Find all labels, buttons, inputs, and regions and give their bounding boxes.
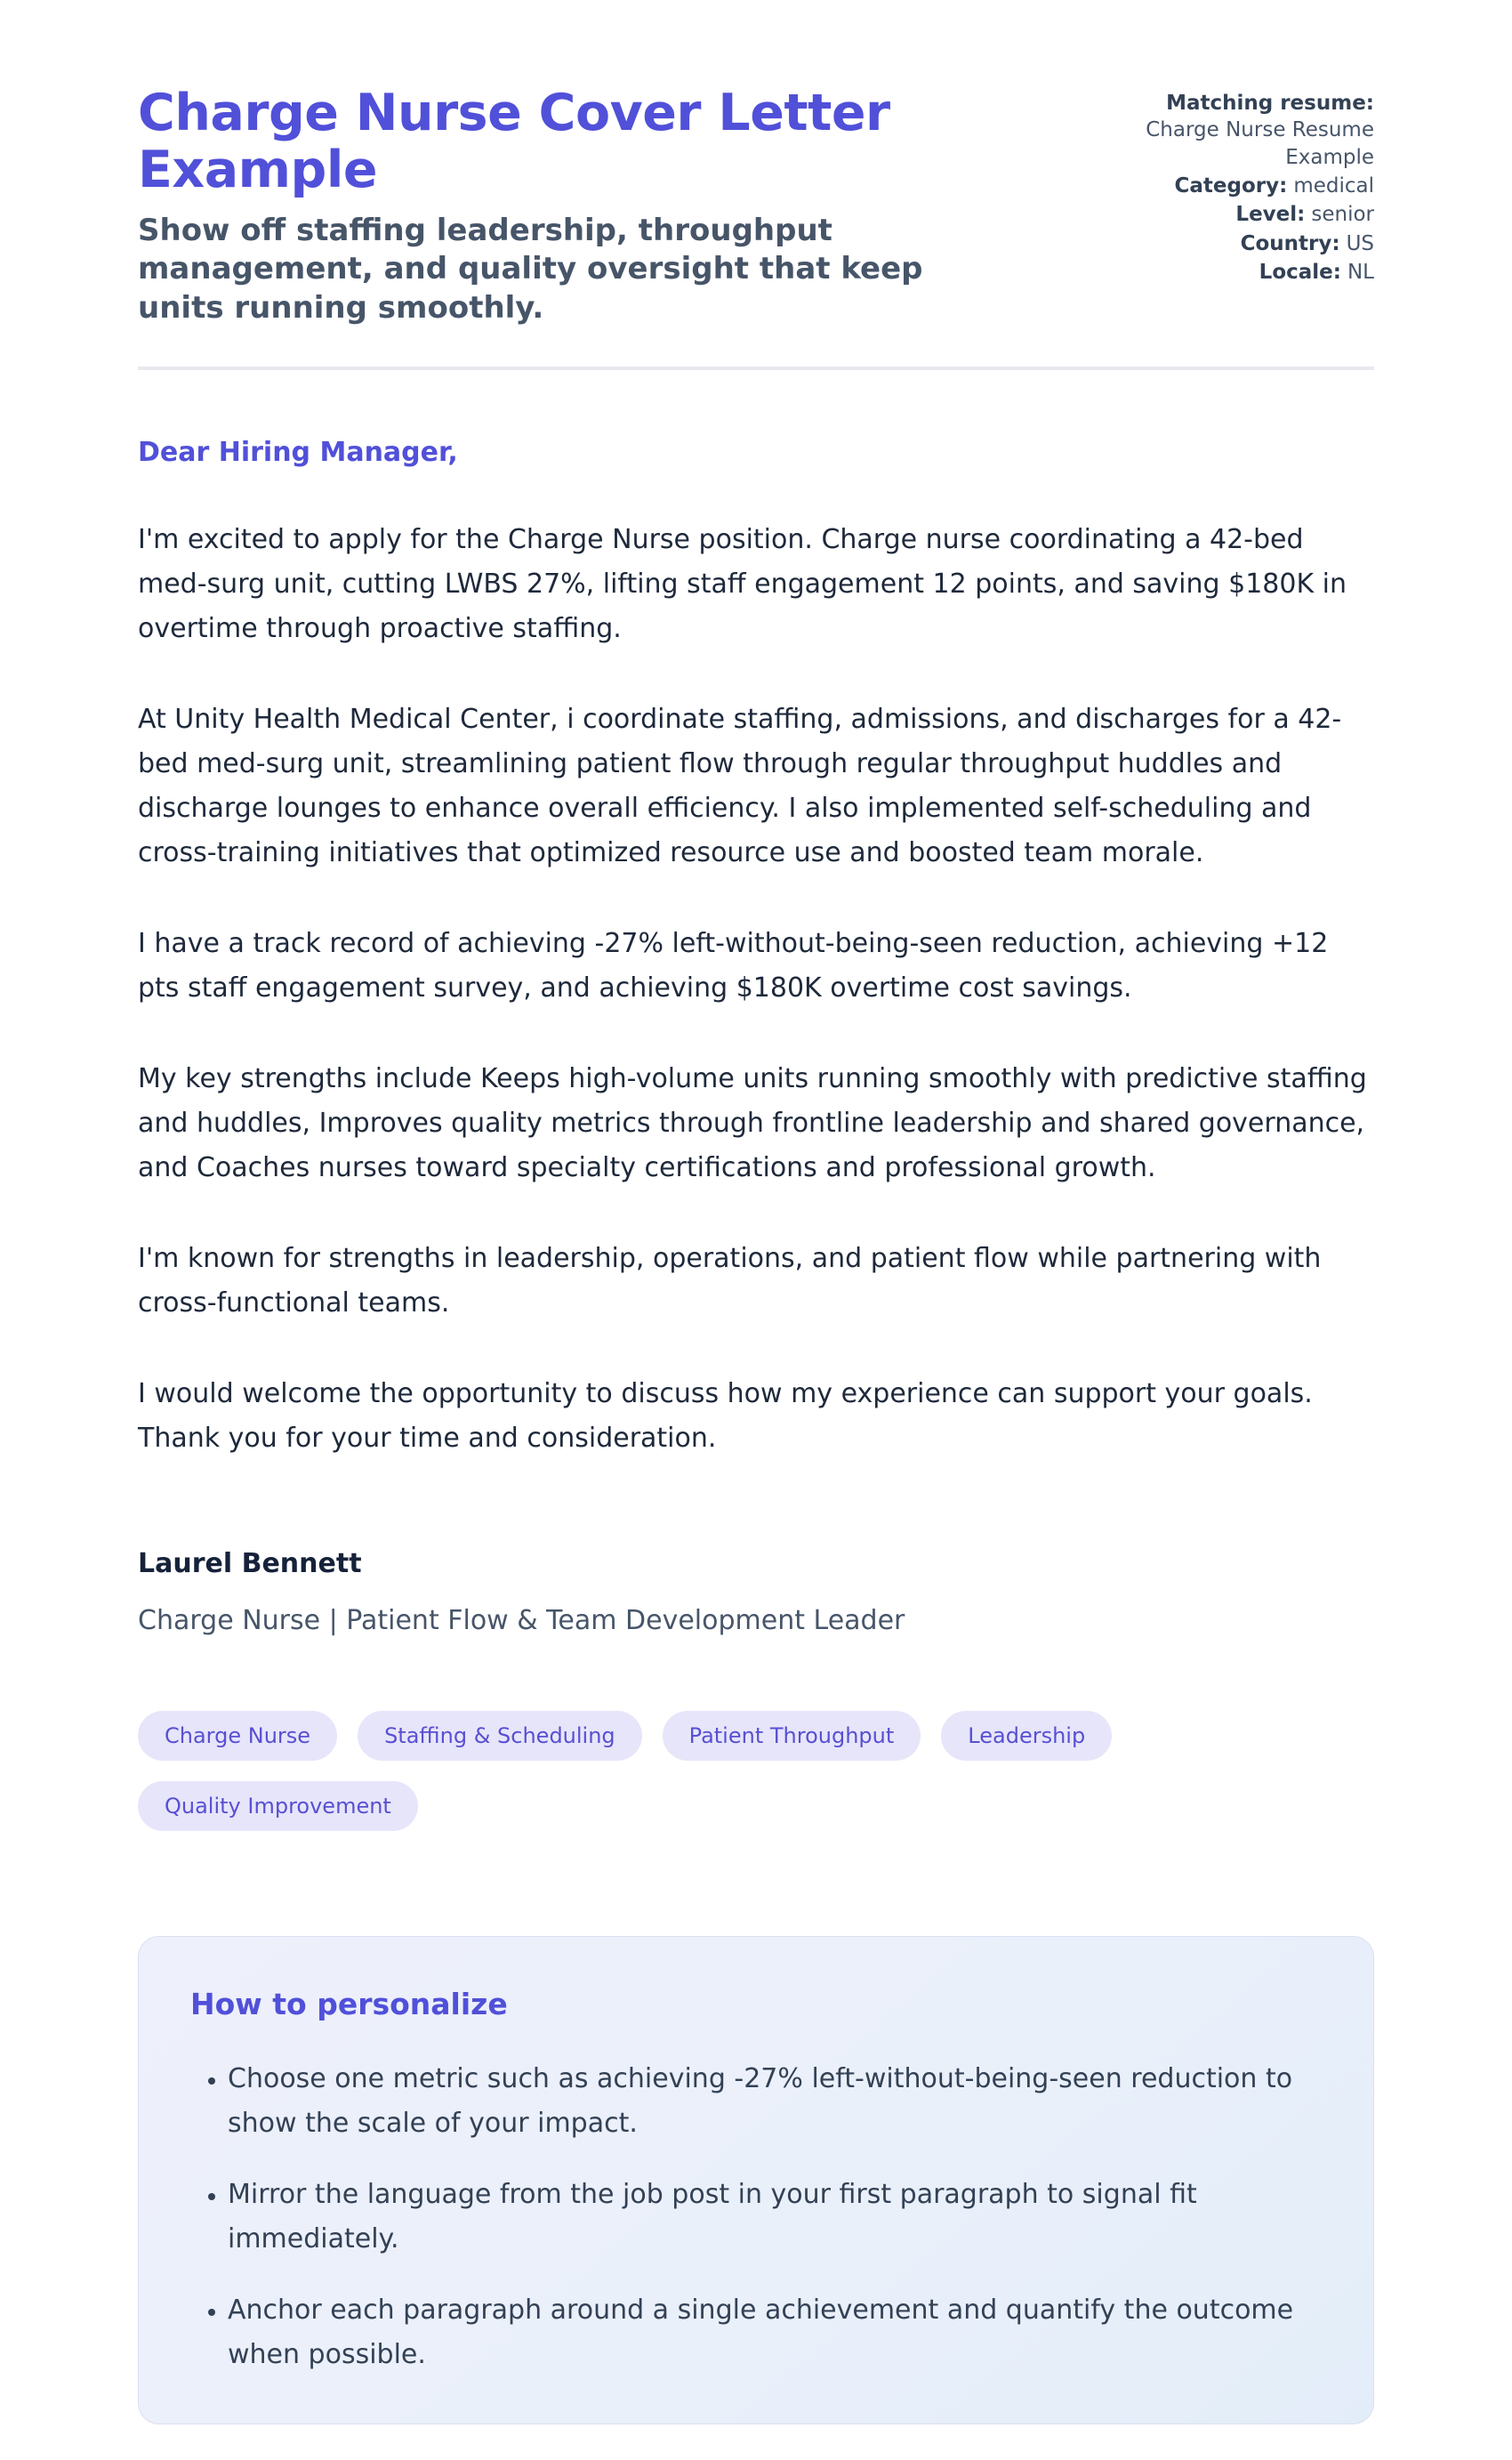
meta-label: Matching resume: <box>1166 92 1374 115</box>
meta-row-matching-resume <box>1107 90 1374 171</box>
tag-pill-leadership[interactable]: Leadership <box>941 1711 1112 1761</box>
tip-item: • Mirror the language from the job post in your first paragraph to signal fit immediately. <box>228 2173 1322 2262</box>
meta-label: Country: <box>1240 231 1340 255</box>
header-divider <box>138 367 1374 370</box>
tips-heading: How to personalize <box>190 1987 508 2022</box>
meta-label: Category: <box>1174 174 1288 198</box>
letter-paragraph: I have a track record of achieving -27% left-without-being-seen reduction, achieving +12 pts staff engagement survey, and achieving $180K overtime cost savings. <box>138 928 1329 1004</box>
resume-meta <box>1107 85 1374 288</box>
letter-paragraph: My key strengths include Keeps high-volume units running smoothly with predictive staffing and huddles, Improves quality metrics through frontline leadership and shared governance, and Coaches nurses toward specialty certifications and professional growth. <box>138 1063 1367 1184</box>
tag-list <box>138 1711 1374 1831</box>
page-subtitle: Show off staffing leadership, throughput management, and quality oversight that keep units running smoothly. <box>138 212 923 326</box>
meta-value: senior <box>1311 203 1374 227</box>
meta-value: medical <box>1293 174 1374 198</box>
letter-paragraph: I'm known for strengths in leadership, operations, and patient flow while partnering with cross-functional teams. <box>138 1243 1322 1319</box>
meta-value: US <box>1346 231 1374 255</box>
tip-item: • Choose one metric such as achieving -27% left-without-being-seen reduction to show the scale of your impact. <box>228 2057 1322 2146</box>
tips-list <box>190 2057 1322 2377</box>
letter-paragraph: At Unity Health Medical Center, i coordinate staffing, admissions, and discharges for a 42-bed med-surg unit, streamlining patient flow through regular throughput huddles and discharge lounges to enhance overall efficiency. I also implemented self-scheduling and cross-training initiatives that optimized resource use and boosted team morale. <box>138 704 1342 869</box>
meta-value: Charge Nurse Resume Example <box>1146 118 1374 169</box>
letter-paragraph: I would welcome the opportunity to discuss how my experience can support your goals. Thank you for your time and consideration. <box>138 1378 1313 1455</box>
meta-row-locale <box>1107 259 1374 286</box>
header-left <box>138 85 1018 327</box>
meta-row-country <box>1107 230 1374 257</box>
header <box>138 85 1374 327</box>
letter-signature <box>138 1545 1374 1640</box>
page-title: Charge Nurse Cover Letter Example <box>138 84 890 200</box>
meta-label: Locale: <box>1259 261 1341 285</box>
meta-label: Level: <box>1235 203 1306 227</box>
how-to-personalize-box <box>138 1936 1374 2424</box>
letter-paragraph: I'm excited to apply for the Charge Nurse position. Charge nurse coordinating a 42-bed med-surg unit, cutting LWBS 27%, lifting staff engagement 12 points, and saving $180K in overtime through proactive staffing. <box>138 524 1347 645</box>
tip-item: • Anchor each paragraph around a single achievement and quantify the outcome when possible. <box>228 2288 1322 2377</box>
signature-name: Laurel Bennett <box>138 1548 362 1580</box>
meta-value: NL <box>1347 261 1374 285</box>
letter-greeting: Dear Hiring Manager, <box>138 437 458 469</box>
tag-pill-staffing-scheduling[interactable]: Staffing & Scheduling <box>358 1711 642 1761</box>
cover-letter-body <box>138 434 1374 1640</box>
meta-row-level <box>1107 201 1374 228</box>
tag-pill-charge-nurse[interactable]: Charge Nurse <box>138 1711 337 1761</box>
meta-row-category <box>1107 173 1374 199</box>
tag-pill-patient-throughput[interactable]: Patient Throughput <box>663 1711 921 1761</box>
tag-pill-quality-improvement[interactable]: Quality Improvement <box>138 1781 418 1831</box>
signature-role: Charge Nurse | Patient Flow & Team Development Leader <box>138 1605 905 1637</box>
